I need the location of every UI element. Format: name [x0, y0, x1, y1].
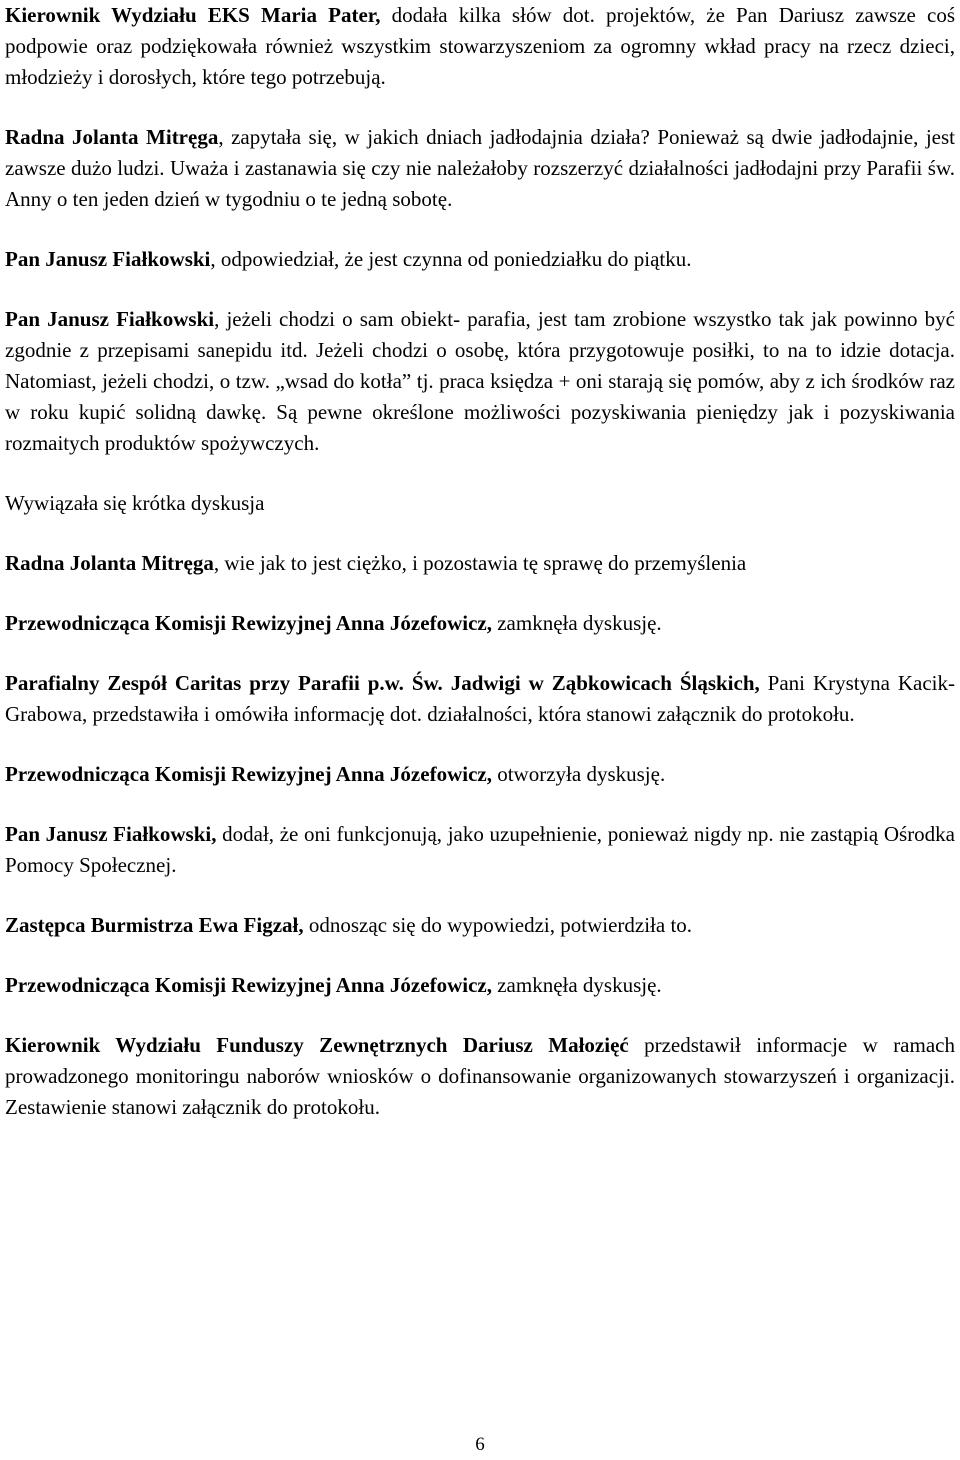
speaker-name: Pan Janusz Fiałkowski [5, 247, 211, 271]
paragraph [5, 910, 955, 941]
speaker-name: Kierownik Wydziału EKS Maria Pater, [5, 3, 381, 27]
page-number: 6 [475, 1434, 485, 1455]
speaker-name: Zastępca Burmistrza Ewa Figzał, [5, 913, 304, 937]
paragraph-text: Pani Krystyna Kacik- Grabowa, przedstawiła i omówiła informację dot. działalności, która stanowi załącznik do protokołu. [5, 671, 955, 726]
paragraph [5, 608, 955, 639]
paragraph [5, 548, 955, 579]
speaker-name: Przewodnicząca Komisji Rewizyjnej Anna Józefowicz, [5, 762, 492, 786]
paragraph [5, 668, 955, 730]
paragraph [5, 304, 955, 459]
speaker-name: Pan Janusz Fiałkowski [5, 307, 215, 331]
paragraph [5, 122, 955, 215]
paragraph [5, 244, 955, 275]
speaker-name: Pan Janusz Fiałkowski, [5, 822, 217, 846]
paragraph-text: zamknęła dyskusję. [491, 611, 662, 635]
speaker-name: Radna Jolanta Mitręga [5, 125, 219, 149]
paragraph-text: , zapytała się, w jakich dniach jadłodajnia działa? Ponieważ są dwie jadłodajnie, jest zawsze dużo ludzi. Uważa i zastanawia się czy nie należałoby rozszerzyć działalności jadłodajni przy Parafii św. Anny o ten jeden dzień w tygodniu o te jedną sobotę. [5, 125, 955, 211]
speaker-name: Kierownik Wydziału Funduszy Zewnętrznych Dariusz Małozięć [5, 1033, 629, 1057]
speaker-name: Przewodnicząca Komisji Rewizyjnej Anna Józefowicz, [5, 611, 492, 635]
paragraph-text: odnosząc się do wypowiedzi, potwierdziła to. [303, 913, 693, 937]
paragraph [5, 488, 955, 519]
paragraph-text: , jeżeli chodzi o sam obiekt- parafia, jest tam zrobione wszystko tak jak powinno być zgodnie z przepisami sanepidu itd. Jeżeli chodzi o osobę, która przygotowuje posiłki, to na to idzie dotacja. Natomiast, jeżeli chodzi, o tzw. „wsad do kotła” tj. praca księdza + oni starają się pomów, aby z ich środków raz w roku kupić solidną dawkę. Są pewne określone możliwości pozyskiwania pieniędzy jak i pozyskiwania rozmaitych produktów spożywczych. [5, 307, 955, 455]
speaker-name: Radna Jolanta Mitręga [5, 551, 214, 575]
paragraph-text: otworzyła dyskusję. [491, 762, 666, 786]
paragraph-text: , odpowiedział, że jest czynna od poniedziałku do piątku. [210, 247, 692, 271]
paragraph [5, 819, 955, 881]
document-page [5, 0, 955, 1123]
paragraph [5, 0, 955, 93]
paragraph-text: zamknęła dyskusję. [491, 973, 662, 997]
paragraph-text: dodała kilka słów dot. projektów, że Pan Dariusz zawsze coś podpowie oraz podziękowała również wszystkim stowarzyszeniom za ogromny wkład pracy na rzecz dzieci, młodzieży i dorosłych, które tego potrzebują. [5, 3, 955, 89]
speaker-name: Parafialny Zespół Caritas przy Parafii p.w. Św. Jadwigi w Ząbkowicach Śląskich, [5, 671, 760, 695]
paragraph-text: Wywiązała się krótka dyskusja [5, 491, 265, 515]
paragraph [5, 970, 955, 1001]
speaker-name: Przewodnicząca Komisji Rewizyjnej Anna Józefowicz, [5, 973, 492, 997]
paragraph-text: przedstawił informacje w ramach prowadzonego monitoringu naborów wniosków o dofinansowanie organizowanych stowarzyszeń i organizacji. Zestawienie stanowi załącznik do protokołu. [5, 1033, 955, 1119]
paragraph-text: , wie jak to jest ciężko, i pozostawia tę sprawę do przemyślenia [213, 551, 747, 575]
paragraph [5, 1030, 955, 1123]
paragraph [5, 759, 955, 790]
paragraph-text: dodał, że oni funkcjonują, jako uzupełnienie, ponieważ nigdy np. nie zastąpią Ośrodka Pomocy Społecznej. [5, 822, 956, 877]
